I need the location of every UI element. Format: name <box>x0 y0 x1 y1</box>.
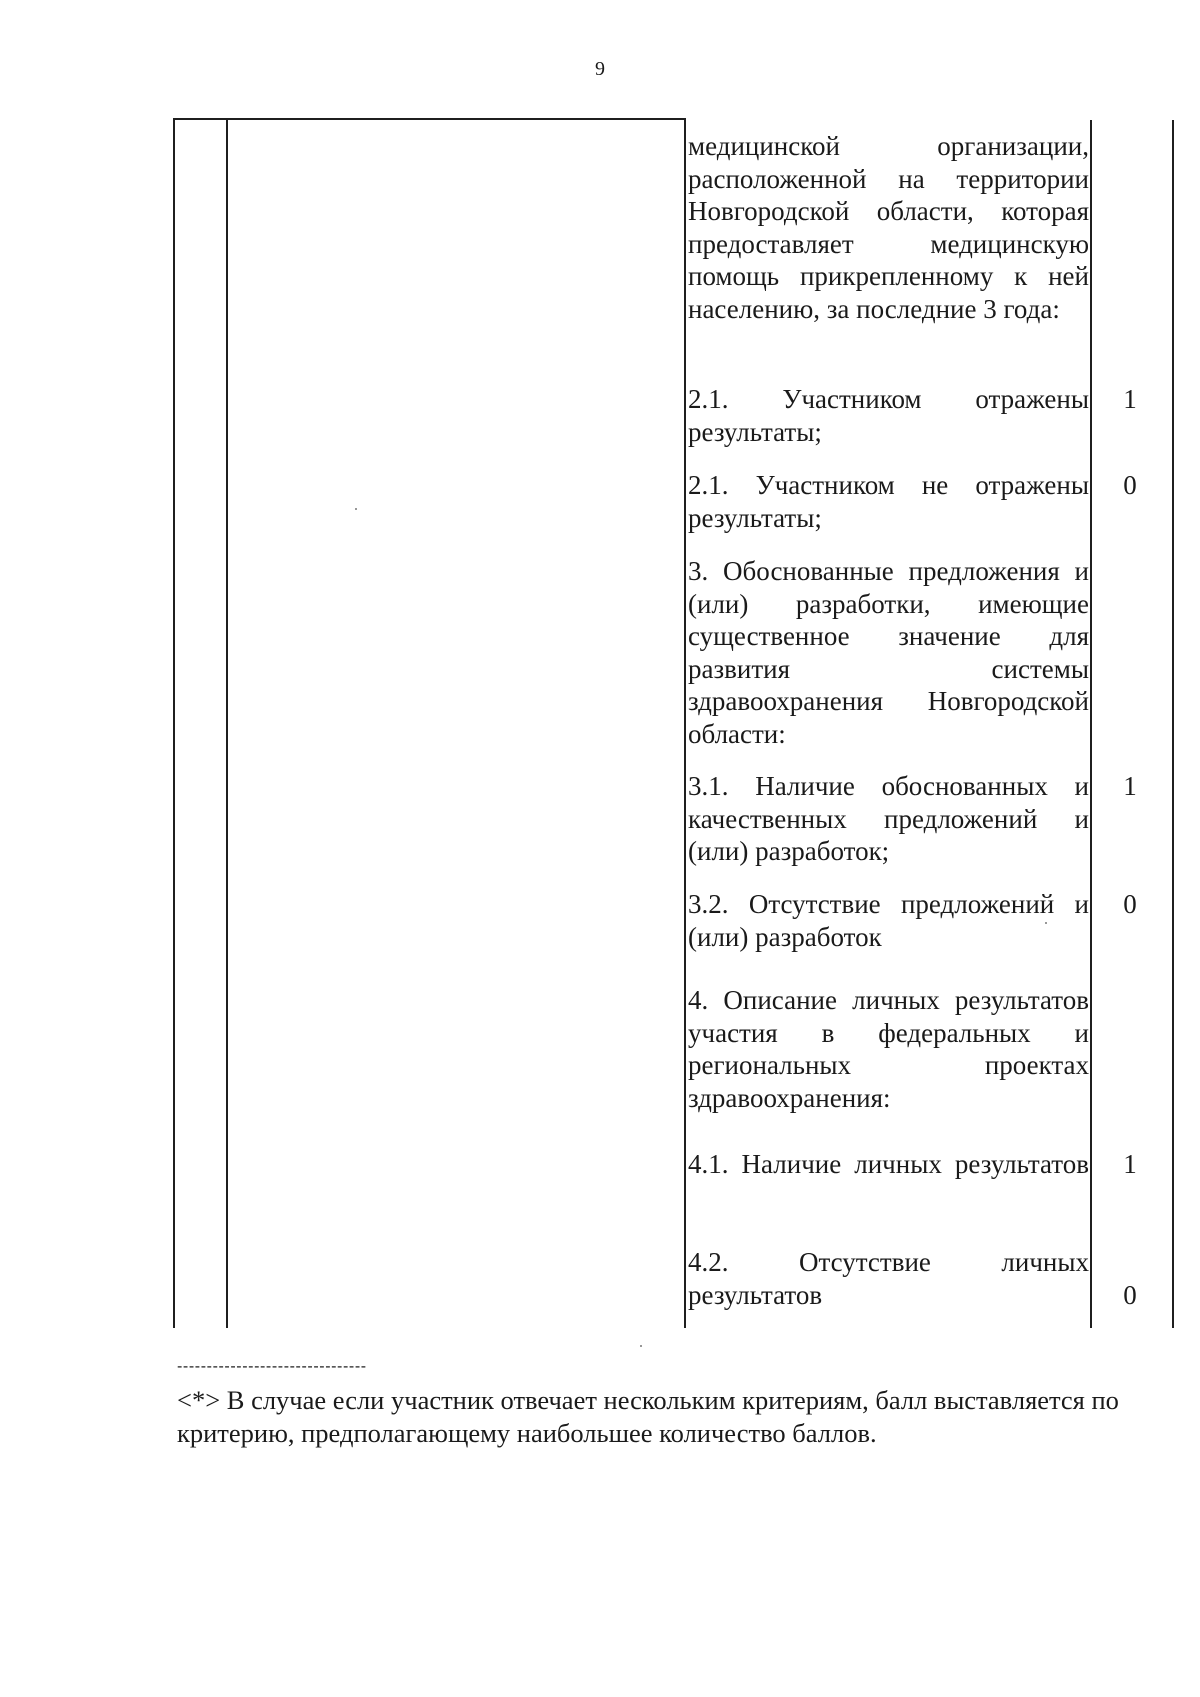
table-row: 3. Обоснованные предложения и (или) разработки, имеющие существенное значение для развития системы здравоохранения Новгородской области: <box>688 556 1089 749</box>
column-divider-2 <box>684 118 686 1328</box>
table-top-border <box>173 118 685 120</box>
table-row: 4. Описание личных результатов участия в федеральных и региональных проектах здравоохранения: <box>688 985 1089 1113</box>
table-row: 3.1. Наличие обоснованных и качественных предложений и (или) разработок; <box>688 771 1089 866</box>
score-value: 1 <box>1123 771 1137 801</box>
table-row: 4.1. Наличие личных результатов <box>688 1149 1089 1179</box>
score-value: 1 <box>1123 384 1137 414</box>
score-value: 0 <box>1123 1280 1137 1310</box>
footnote-separator: -------------------------------- <box>177 1358 367 1375</box>
page-number: 9 <box>595 58 605 80</box>
score-value: 1 <box>1123 1149 1137 1179</box>
score-value: 0 <box>1123 889 1137 919</box>
table-row: медицинской организации, расположенной на территории Новгородской области, которая предоставляет медицинскую помощь прикрепленному к ней населению, за последние 3 года: <box>688 131 1089 324</box>
table-right-border <box>1172 120 1174 1328</box>
footnote-text: <*> В случае если участник отвечает нескольким критериям, балл выставляется по критерию, предполагающему наибольшее количество баллов. <box>177 1385 1119 1448</box>
scan-speck <box>1045 922 1047 924</box>
scan-speck <box>355 508 357 510</box>
score-value: 0 <box>1123 470 1137 500</box>
table-row: 2.1. Участником не отражены результаты; <box>688 470 1089 533</box>
column-divider-3 <box>1090 120 1092 1328</box>
table-row: 4.2. Отсутствие личных результатов <box>688 1247 1089 1310</box>
column-divider-1 <box>226 118 228 1328</box>
table-left-border <box>173 118 175 1328</box>
scan-speck <box>640 1345 642 1347</box>
table-row: 2.1. Участником отражены результаты; <box>688 384 1089 447</box>
table-row: 3.2. Отсутствие предложений и (или) разработок <box>688 889 1089 952</box>
